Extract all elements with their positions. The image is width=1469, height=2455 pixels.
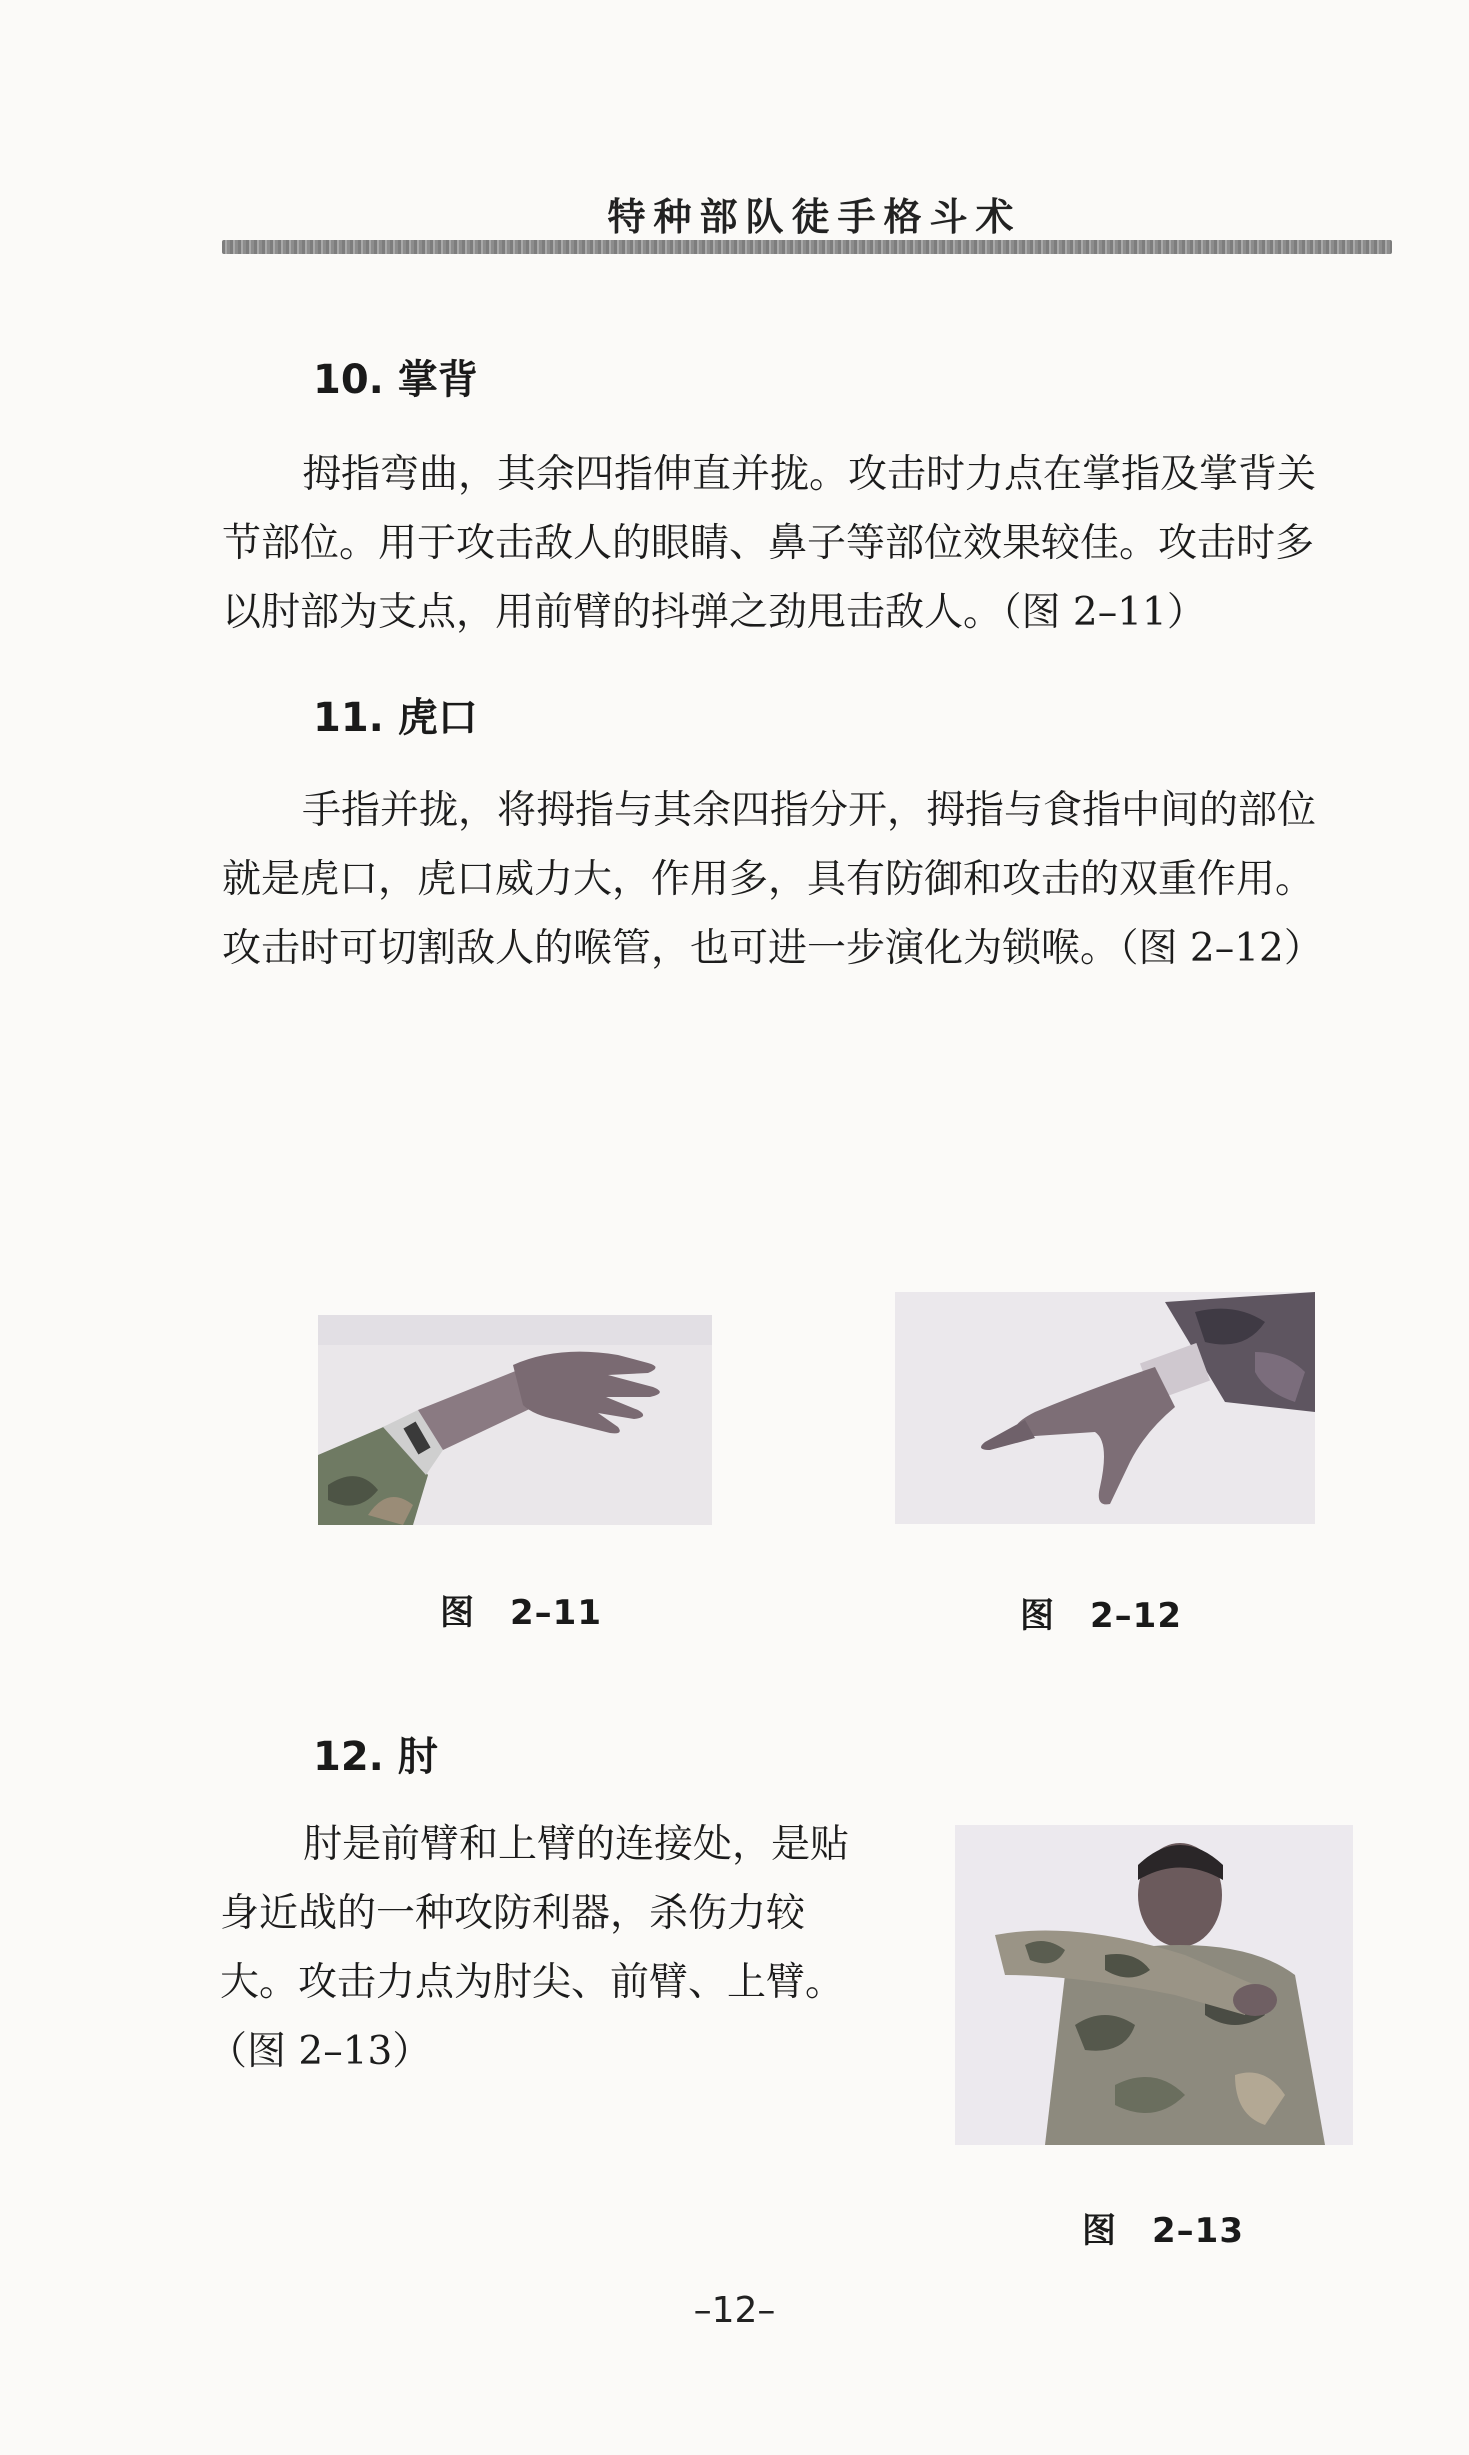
header-rule <box>222 240 1392 254</box>
paragraph-line: 手指并拢，将拇指与其余四指分开，拇指与食指中间的部位 <box>302 788 1317 833</box>
section-paragraph-12 <box>208 1810 849 2086</box>
paragraph-line: 肘是前臂和上臂的连接处，是贴 <box>303 1822 850 1867</box>
paragraph-line: 拇指弯曲，其余四指伸直并拢。攻击时力点在掌指及掌背关 <box>302 452 1317 497</box>
paragraph-line: （图 2–13） <box>208 2029 432 2074</box>
hand-tiger-mouth-photo-icon <box>895 1292 1315 1524</box>
figure-2-13-photo <box>955 1825 1353 2145</box>
figure-2-11-photo <box>318 1315 712 1525</box>
paragraph-line: 以肘部为支点，用前臂的抖弹之劲甩击敌人。（图 2–11） <box>222 590 1206 635</box>
paragraph-line: 节部位。用于攻击敌人的眼睛、鼻子等部位效果较佳。攻击时多 <box>222 521 1315 566</box>
elbow-strike-photo-icon <box>955 1825 1353 2145</box>
paragraph-line: 身近战的一种攻防利器，杀伤力较 <box>220 1891 806 1936</box>
section-heading-11: 11. 虎口 <box>313 695 478 741</box>
hand-back-photo-icon <box>318 1315 712 1525</box>
page-number: –12– <box>693 2290 776 2331</box>
section-heading-10: 10. 掌背 <box>313 357 478 403</box>
figure-2-12-caption: 图 2–12 <box>1020 1596 1182 1636</box>
figure-2-11-caption: 图 2–11 <box>440 1593 602 1633</box>
paragraph-line: 攻击时可切割敌人的喉管，也可进一步演化为锁喉。（图 2–12） <box>222 926 1323 971</box>
section-paragraph-11 <box>222 776 1323 983</box>
paragraph-line: 大。攻击力点为肘尖、前臂、上臂。 <box>220 1960 845 2005</box>
figure-2-13-caption: 图 2–13 <box>1082 2211 1244 2251</box>
running-head-title: 特种部队徒手格斗术 <box>607 194 1022 239</box>
section-heading-12: 12. 肘 <box>313 1734 438 1780</box>
figure-2-12-photo <box>895 1292 1315 1524</box>
paragraph-line: 就是虎口，虎口威力大，作用多，具有防御和攻击的双重作用。 <box>222 857 1315 902</box>
section-paragraph-10 <box>222 440 1316 647</box>
